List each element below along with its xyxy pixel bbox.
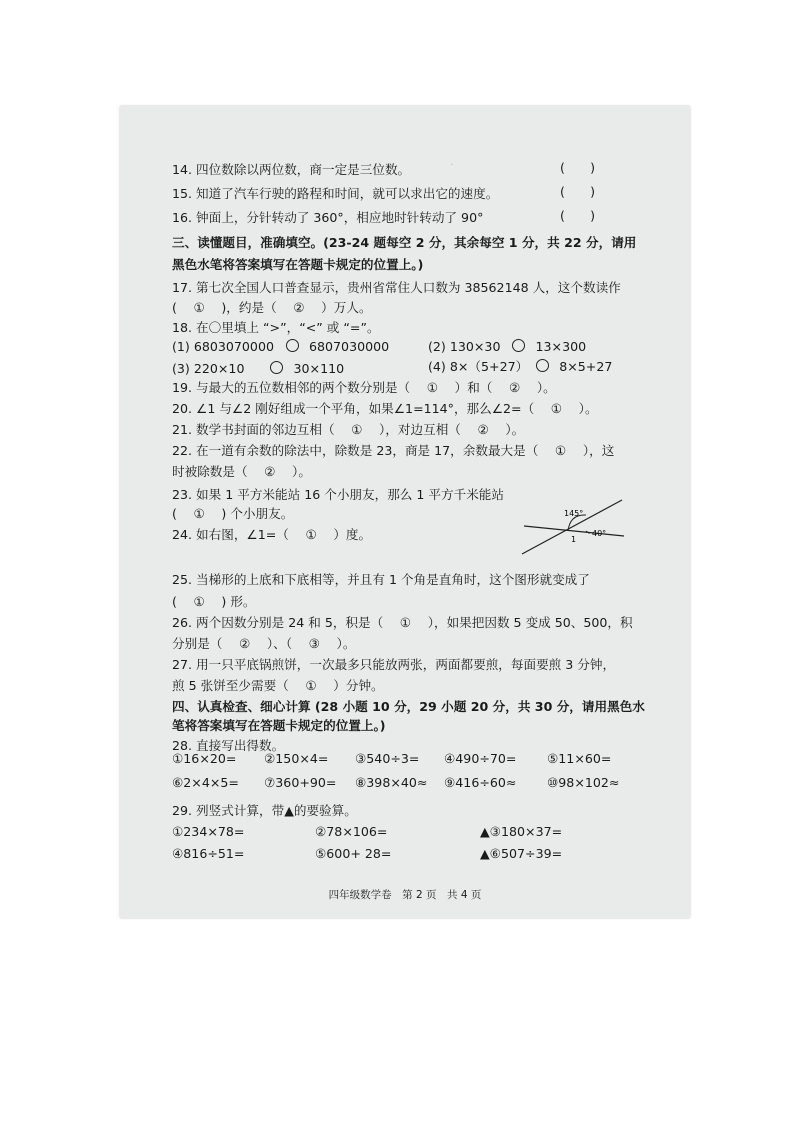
compare-circle-icon[interactable] bbox=[270, 361, 283, 374]
q29-item: ①234×78= bbox=[172, 824, 245, 839]
compare-circle-icon[interactable] bbox=[286, 339, 299, 352]
question-25-cont: ( ① ) 形。 bbox=[172, 594, 256, 609]
q18-item-4 bbox=[428, 358, 612, 376]
question-25: 25. 当梯形的上底和下底相等，并且有 1 个角是直角时，这个图形就变成了 bbox=[172, 572, 590, 587]
question-26-cont: 分别是（ ② ）、（ ③ ）。 bbox=[172, 636, 356, 651]
compare-circle-icon[interactable] bbox=[536, 359, 549, 372]
question-27-cont: 煎 5 张饼至少需要（ ① ）分钟。 bbox=[172, 678, 384, 693]
q18-1-left: (1) 6803070000 bbox=[172, 339, 274, 354]
question-15: 15. 知道了汽车行驶的路程和时间，就可以求出它的速度。 bbox=[172, 186, 499, 201]
q18-2-right: 13×300 bbox=[535, 339, 587, 354]
q18-item-2 bbox=[428, 338, 586, 356]
question-16: 16. 钟面上，分针转动了 360°，相应地时针转动了 90° bbox=[172, 210, 484, 225]
answer-paren-15: ( ) bbox=[560, 184, 596, 199]
q18-item-1 bbox=[172, 338, 389, 356]
section-3-title: 三、读懂题目，准确填空。(23-24 题每空 2 分，其余每空 1 分，共 22 分，请用 bbox=[172, 235, 637, 250]
answer-paren-14: ( ) bbox=[560, 160, 596, 175]
q29-item: ⑤600+ 28= bbox=[315, 846, 392, 861]
q29-item: ④816÷51= bbox=[172, 846, 245, 861]
bleed-through-text: · bbox=[450, 158, 549, 171]
question-21: 21. 数学书封面的邻边互相（ ① ），对边互相（ ② ）。 bbox=[172, 422, 525, 437]
q28-item: ⑨416÷60≈ bbox=[444, 775, 517, 790]
q18-4-right: 8×5+27 bbox=[559, 359, 613, 374]
question-17: 17. 第七次全国人口普查显示，贵州省常住人口数为 38562148 人，这个数读作 bbox=[172, 280, 621, 295]
section-4-title: 四、认真检查、细心计算 (28 小题 10 分，29 小题 20 分，共 30 分，请用黑色水 bbox=[172, 699, 645, 714]
question-14: 14. 四位数除以两位数，商一定是三位数。 bbox=[172, 162, 411, 177]
q28-item: ⑤11×60= bbox=[547, 751, 612, 766]
q18-item-3 bbox=[172, 360, 344, 378]
question-23-cont: ( ① ) 个小朋友。 bbox=[172, 506, 294, 521]
question-29: 29. 列竖式计算，带▲的要验算。 bbox=[172, 803, 357, 818]
question-22-cont: 时被除数是（ ② ）。 bbox=[172, 464, 311, 479]
angle-40-label: 40° bbox=[592, 529, 607, 538]
angle-145-label: 145° bbox=[564, 509, 584, 518]
section-3-title-cont: 黑色水笔将答案填写在答题卡规定的位置上。) bbox=[172, 257, 424, 272]
question-20: 20. ∠1 与∠2 刚好组成一个平角，如果∠1=114°，那么∠2=（ ① ）。 bbox=[172, 401, 598, 416]
question-26: 26. 两个因数分别是 24 和 5，积是（ ① ），如果把因数 5 变成 50、500，积 bbox=[172, 615, 633, 630]
page-footer: 四年级数学卷 第 2 页 共 4 页 bbox=[328, 889, 482, 901]
section-4-title-cont: 笔将答案填写在答题卡规定的位置上。) bbox=[172, 718, 386, 733]
question-28: 28. 直接写出得数。 bbox=[172, 738, 285, 753]
question-23: 23. 如果 1 平方米能站 16 个小朋友，那么 1 平方千米能站 bbox=[172, 487, 504, 502]
question-18: 18. 在〇里填上 “>”，“<” 或 “=”。 bbox=[172, 320, 380, 335]
q28-item: ③540÷3= bbox=[355, 751, 420, 766]
question-27: 27. 用一只平底锅煎饼，一次最多只能放两张，两面都要煎，每面要煎 3 分钟， bbox=[172, 657, 616, 672]
q18-3-right: 30×110 bbox=[293, 361, 345, 376]
q18-1-right: 6807030000 bbox=[309, 339, 390, 354]
question-19: 19. 与最大的五位数相邻的两个数分别是（ ① ）和（ ② ）。 bbox=[172, 380, 556, 395]
question-24: 24. 如右图，∠1=（ ① ）度。 bbox=[172, 527, 372, 542]
compare-circle-icon[interactable] bbox=[512, 339, 525, 352]
answer-paren-16: ( ) bbox=[560, 208, 596, 223]
q28-item: ①16×20= bbox=[172, 751, 237, 766]
q28-item: ⑦360+90= bbox=[264, 775, 337, 790]
q28-item: ④490÷70= bbox=[444, 751, 517, 766]
question-22: 22. 在一道有余数的除法中，除数是 23，商是 17，余数最大是（ ① ），这 bbox=[172, 443, 615, 458]
q29-item: ▲③180×37= bbox=[480, 824, 563, 839]
q18-2-left: (2) 130×30 bbox=[428, 339, 501, 354]
q29-item: ②78×106= bbox=[315, 824, 388, 839]
exam-page bbox=[120, 106, 690, 918]
question-17-blanks: ( ① )，约是（ ② ）万人。 bbox=[172, 300, 372, 315]
angle-1-label: 1 bbox=[571, 535, 577, 544]
q18-3-left: (3) 220×10 bbox=[172, 361, 245, 376]
q28-item: ⑥2×4×5= bbox=[172, 775, 239, 790]
q28-item: ②150×4= bbox=[264, 751, 329, 766]
q28-item: ⑧398×40≈ bbox=[355, 775, 428, 790]
q29-item: ▲⑥507÷39= bbox=[480, 846, 563, 861]
angle-figure bbox=[518, 496, 628, 558]
q28-item: ⑩98×102≈ bbox=[547, 775, 620, 790]
q18-4-left: (4) 8×（5+27） bbox=[428, 359, 529, 374]
